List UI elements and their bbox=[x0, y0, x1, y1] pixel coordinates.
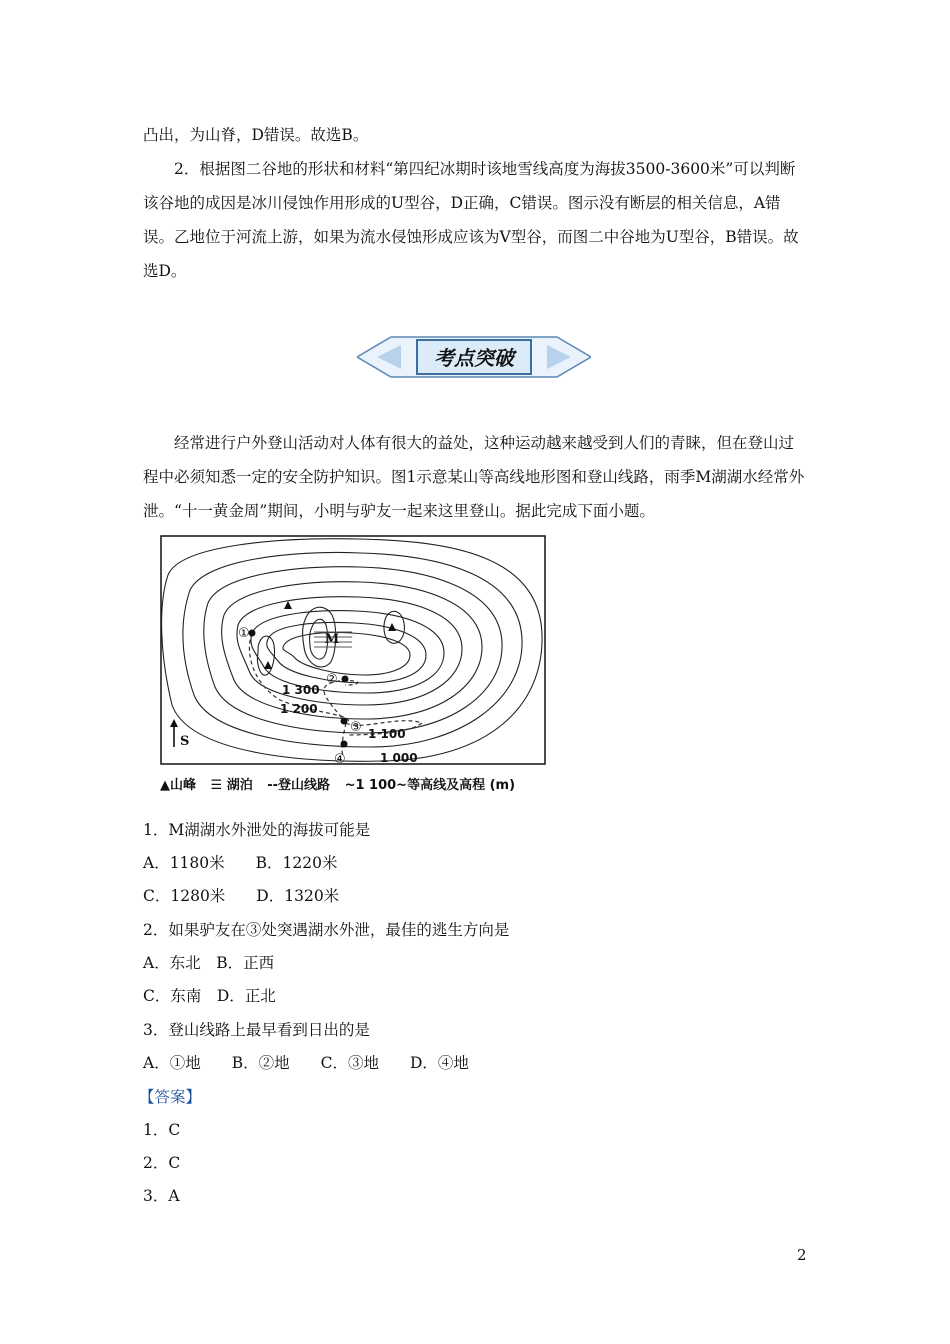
legend-route: --登山线路 bbox=[267, 778, 331, 793]
lake-label: M bbox=[324, 632, 340, 647]
map-legend bbox=[160, 774, 525, 793]
question-2-options-a: A．东北 B．正西 bbox=[143, 954, 275, 972]
north-arrow-label: S bbox=[180, 734, 190, 749]
question-2-stem: 2．如果驴友在③处突遇湖水外泄，最佳的逃生方向是 bbox=[143, 921, 510, 939]
contour-label-1100: 1 100 bbox=[368, 727, 406, 741]
question-1-options-a: A．1180米 B．1220米 bbox=[143, 854, 338, 872]
point-1-label: ① bbox=[238, 626, 250, 641]
question-3-options: A．①地 B．②地 C．③地 D．④地 bbox=[143, 1054, 469, 1072]
point-4-label: ④ bbox=[334, 752, 346, 765]
question-3-stem: 3．登山线路上最早看到日出的是 bbox=[143, 1021, 370, 1039]
contour-label-1300: 1 300 bbox=[282, 683, 320, 697]
section-banner bbox=[357, 333, 591, 381]
legend-peak: ▲山峰 bbox=[160, 778, 196, 793]
page-number: 2 bbox=[797, 1246, 807, 1264]
previous-answer-line: 凸出，为山脊，D错误。故选B。 bbox=[143, 126, 369, 144]
question-1-options-c: C．1280米 D．1320米 bbox=[143, 887, 340, 905]
legend-contour: ~1 100~等高线及高程 (m) bbox=[344, 778, 516, 793]
contour-label-1200: 1 200 bbox=[280, 702, 318, 716]
point-3-label: ③ bbox=[350, 720, 362, 735]
answer-2: 2．C bbox=[143, 1154, 181, 1172]
question-2-options-c: C．东南 D．正北 bbox=[143, 987, 276, 1005]
intro-paragraph: 经常进行户外登山活动对人体有很大的益处，这种运动越来越受到人们的青睐，但在登山过程中必须知悉一定的安全防护知识。图1示意某山等高线地形图和登山线路，雨季M湖湖水经常外泄。“十一黄金周”期间，小明与驴友一起来这里登山。据此完成下面小题。 bbox=[143, 434, 805, 520]
banner-title: 考点突破 bbox=[434, 346, 514, 370]
previous-answer-paragraph: 2．根据图二谷地的形状和材料“第四纪冰期时该地雪线高度为海拔3500-3600米”可以判断该谷地的成因是冰川侵蚀作用形成的U型谷，D正确，C错误。图示没有断层的相关信息，A错误。乙地位于河流上游，如果为流水侵蚀形成应该为V型谷，而图二中谷地为U型谷，B错误。故选D。 bbox=[143, 160, 799, 280]
point-2-label: ② bbox=[326, 672, 338, 687]
question-1-stem: 1．M湖湖水外泄处的海拔可能是 bbox=[143, 821, 371, 839]
contour-map bbox=[160, 535, 546, 765]
answer-3: 3．A bbox=[143, 1187, 180, 1205]
answer-label: 【答案】 bbox=[139, 1088, 202, 1106]
answer-1: 1．C bbox=[143, 1121, 181, 1139]
legend-lake: ☰ 湖泊 bbox=[210, 778, 253, 793]
contour-label-1000: 1 000 bbox=[380, 751, 418, 765]
